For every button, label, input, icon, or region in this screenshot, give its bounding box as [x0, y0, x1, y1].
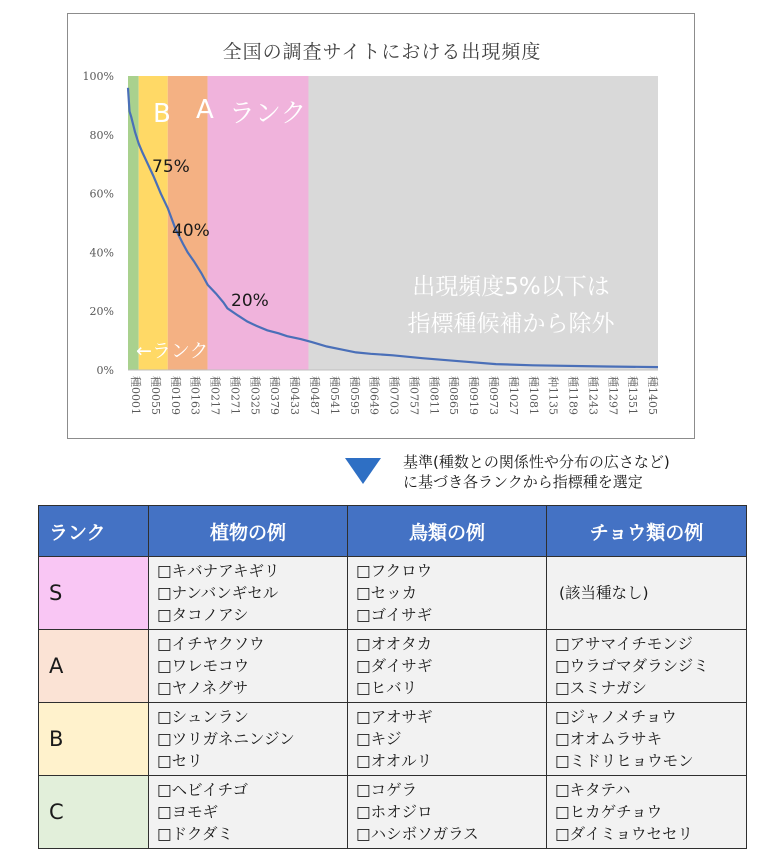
chart-annotation: 40% [172, 221, 210, 241]
species-item: □ヒバリ [356, 679, 418, 697]
butterflies-cell [547, 776, 747, 849]
species-item: □セッカ [356, 584, 418, 602]
species-item: □ジャノメチョウ [555, 708, 677, 726]
x-tick-label: 種0973 [486, 376, 500, 415]
species-item: □オオルリ [356, 752, 433, 770]
plants-cell [149, 776, 348, 849]
chart-annotation: 20% [231, 291, 269, 311]
species-item: □ヘビイチゴ [157, 781, 249, 799]
table-row [39, 703, 747, 776]
plants-cell [149, 703, 348, 776]
chart-annotation: 75% [152, 157, 190, 177]
x-tick-label: 種1405 [646, 376, 660, 415]
header-birds: 鳥類の例 [348, 506, 547, 557]
x-tick-label: 種0649 [367, 376, 381, 415]
species-item: □ウラゴマダラシジミ [555, 657, 709, 675]
band-label: B [153, 99, 171, 129]
species-item: □ヨモギ [157, 803, 219, 821]
butterflies-cell [547, 703, 747, 776]
species-item: □オオムラサキ [555, 730, 663, 748]
y-tick-label: 40% [89, 246, 114, 260]
species-item: □フクロウ [356, 562, 433, 580]
x-tick-label: 種1189 [566, 376, 580, 415]
x-tick-label: 種0109 [168, 376, 182, 415]
species-item: □ドクダミ [157, 825, 234, 843]
species-item: □シュンラン [157, 708, 249, 726]
table-row [39, 557, 747, 630]
species-item: □セリ [157, 752, 203, 770]
x-tick-label: 種0325 [248, 376, 262, 415]
x-tick-label: 種1081 [526, 376, 540, 415]
x-tick-label: 種0595 [347, 376, 361, 415]
birds-cell [348, 557, 547, 630]
x-tick-label: 種0271 [228, 376, 242, 415]
header-plants: 植物の例 [149, 506, 348, 557]
x-tick-label: 種0433 [288, 376, 302, 415]
indicator-species-table [38, 505, 747, 849]
species-item: □ツリガネニンジン [157, 730, 295, 748]
species-item: □ナンバンギセル [157, 584, 279, 602]
species-item: □ダイミョウセセリ [555, 825, 694, 843]
rank-band [128, 76, 139, 370]
species-item: □ダイサギ [356, 657, 433, 675]
species-item: □オオタカ [356, 635, 433, 653]
chart-canvas [68, 14, 696, 440]
header-butterflies: チョウ類の例 [547, 506, 747, 557]
table-row [39, 630, 747, 703]
plants-cell [149, 557, 348, 630]
species-item: □アオサギ [356, 708, 433, 726]
x-tick-label: 種0163 [188, 376, 202, 415]
table-row [39, 776, 747, 849]
species-item: □ワレモコウ [157, 657, 250, 675]
butterflies-cell [547, 630, 747, 703]
species-item: □ヒカゲチョウ [555, 803, 663, 821]
frequency-chart [67, 13, 695, 439]
table-header-row [39, 506, 747, 557]
y-tick-label: 0% [96, 364, 114, 377]
species-item: □タコノアシ [157, 606, 249, 624]
y-tick-label: 60% [89, 187, 114, 201]
x-tick-label: 種0055 [148, 376, 162, 415]
species-item: □イチヤクソウ [157, 635, 265, 653]
birds-cell [348, 630, 547, 703]
criteria-line: に基づき各ランクから指標種を選定 [403, 473, 643, 491]
rank-cell: A [39, 630, 149, 703]
species-item: □キジ [356, 730, 402, 748]
birds-cell [348, 703, 547, 776]
x-tick-label: 種0919 [467, 376, 481, 415]
butterflies-cell [547, 557, 747, 630]
x-tick-label: 種0865 [447, 376, 461, 415]
band-label: ランク [229, 99, 307, 129]
rank-cell: C [39, 776, 149, 849]
species-item: □ホオジロ [356, 803, 433, 821]
header-rank: ランク [39, 506, 149, 557]
y-tick-label: 100% [82, 70, 114, 83]
birds-cell [348, 776, 547, 849]
criteria-line: 基準(種数との関係性や分布の広さなど) [403, 453, 670, 471]
rank-cell: S [39, 557, 149, 630]
x-tick-label: 種0703 [387, 376, 401, 415]
x-tick-label: 種1243 [586, 376, 600, 415]
chart-title: 全国の調査サイトにおける出現頻度 [222, 41, 542, 63]
x-tick-label: 种1135 [546, 376, 560, 415]
criteria-note [345, 452, 765, 496]
chart-annotation: ←ランク [136, 340, 209, 362]
x-tick-label: 種0217 [208, 376, 222, 415]
down-arrow-icon [345, 458, 381, 484]
species-item: □コゲラ [356, 781, 418, 799]
exclusion-note: 指標種候補から除外 [407, 311, 615, 337]
band-label: A [196, 95, 214, 125]
y-tick-label: 20% [89, 305, 114, 319]
species-item: □ハシボソガラス [356, 825, 479, 843]
species-item: □ゴイサギ [356, 606, 433, 624]
species-item: □ヤノネグサ [157, 679, 249, 697]
x-tick-label: 種0757 [407, 376, 421, 415]
x-tick-label: 種0001 [129, 376, 142, 415]
y-tick-label: 80% [89, 128, 114, 142]
species-item: (該当種なし) [559, 584, 649, 602]
x-tick-label: 種0541 [327, 376, 341, 415]
species-item: □スミナガシ [555, 679, 647, 697]
criteria-text [403, 452, 670, 492]
x-tick-label: 種0487 [307, 376, 321, 415]
exclusion-note: 出現頻度5%以下は [412, 274, 610, 300]
rank-cell: B [39, 703, 149, 776]
species-item: □キバナアキギリ [157, 562, 280, 580]
x-tick-label: 種1297 [606, 376, 620, 415]
x-tick-label: 種0379 [268, 376, 282, 415]
x-tick-label: 種1027 [506, 376, 520, 415]
species-item: □アサマイチモンジ [555, 635, 693, 653]
x-tick-label: 種1351 [626, 376, 640, 415]
species-item: □キタテハ [555, 781, 631, 799]
species-item: □ミドリヒョウモン [555, 752, 694, 770]
x-tick-label: 種0811 [427, 376, 441, 415]
plants-cell [149, 630, 348, 703]
